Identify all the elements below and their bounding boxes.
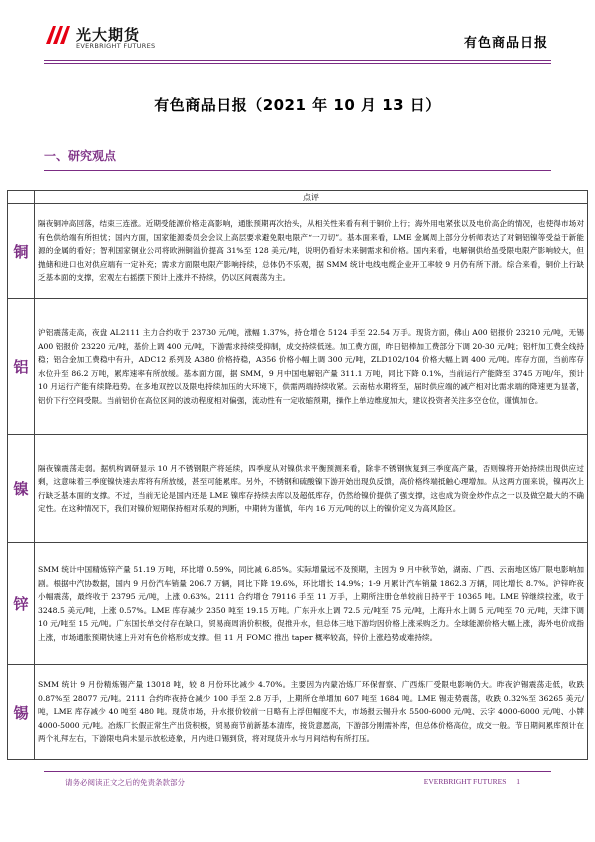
table-row-zinc — [8, 543, 588, 665]
page-number: 1 — [516, 777, 520, 786]
table-row-copper — [8, 204, 588, 299]
footer-company: EVERBRIGHT FUTURES — [423, 777, 507, 786]
table-row-aluminium — [8, 299, 588, 435]
table-header-blank — [8, 191, 35, 204]
metal-label-zinc: 锌 — [8, 543, 35, 665]
review-table — [7, 190, 588, 760]
footer-disclaimer: 请务必阅读正文之后的免责条款部分 — [65, 778, 185, 787]
logo-english-name: EVERBRIGHT FUTURES — [76, 42, 156, 50]
commentary-tin: SMM 统计 9 月份精炼锡产量 13018 吨，较 8 月份环比减少 4.70%。主要因为内蒙冶炼厂环保督察、广西炼厂受限电影响仍大。昨夜沪锡震荡走低，收跌 0.87%至 28077 元/吨。2111 合约昨夜持仓减少 100 手至 2.8 万手，上期所仓单增加 607 吨至 1684 吨。LME 锡走势震荡，收跌 0.32%至 36265 美元/吨，LME 库存减少 40 吨至 480 吨。现货市场，升水报价较前一日略有上浮但幅度不大，市场报云锡升水 5500-6000 元/吨、云字 4000-6000 元/吨、小牌 4000-5000 元/吨。冶炼厂长假正常生产出货积极，贸易商节前新基本清库，接货意愿高，下游部分刚需补库，但总体价格高位，成交一般。节日期间累库预计在两个礼拜左右，下游限电尚未显示放松迹象，月内进口锡到货，将对现货升水与月间结构有所打压。 — [35, 665, 588, 760]
everbright-logo-icon — [44, 24, 72, 46]
header-divider — [44, 60, 551, 61]
page-header — [0, 0, 595, 68]
logo-chinese-name: 光大期货 — [76, 26, 141, 44]
commentary-copper: 隔夜铜冲高回落，结束三连涨。近期受能源价格走高影响，通胀预期再次抬头，从相关性来看有利于铜价上行；海外用电紧张以及电价高企的情况，也使得市场对有色供给端有所担忧；国内方面，国家能源委员会会议上高层要求避免限电限产“一刀切”。基本面来看，LME 金属周上部分分析师表达了对铜铝镍等受益于新能源的金属的看好；智利国家铜业公司将欧洲铜溢价提高 31%至 128 美元/吨，说明仍看好未来铜需求和价格。国内来看，电解铜供给虽受限电限产影响较大，但抛储和进口也对供应端有一定补充；需求方面限电限产影响持续，总体仍不乐观，据 SMM 统计电线电缆企业开工率较 9 月仍有所下滑。综合来看，铜价上行缺乏基本面的支撑，宏观左右摇摆下预计上涨并不持续，仍以区间震荡为主。 — [35, 204, 588, 299]
table-header-comment: 点评 — [35, 191, 588, 204]
table-header-row — [8, 191, 588, 204]
table-row-tin — [8, 665, 588, 760]
commentary-aluminium: 沪铝震荡走高，夜盘 AL2111 主力合约收于 23730 元/吨，涨幅 1.37%，持仓增仓 5124 手至 22.54 万手。现货方面，佛山 A00 铝报价 23210 元/吨，无锡 A00 铝报价 23220 元/吨，基价上调 400 元/吨，下游需求持续受抑制，成交持续低迷。加工费方面，昨日铝棒加工费部分下调 20-30 元/吨；铝杆加工费全线持稳；铝合金加工费稳中有升，ADC12 系列及 A380 价格持稳，A356 价格小幅上调 300 元/吨，ZLD102/104 价格大幅上调 400 元/吨。库存方面，当前库存水位升至 86.2 万吨，累库速率有所放缓。基本面方面，据 SMM，9 月中国电解铝产量 311.1 万吨，同比下降 0.1%，当前运行产能降至 3745 万吨/年，预计 10 月运行产能有续降趋势。在多地双控以及限电持续加压的大环境下，供需两端持续收紧。云南枯水期将至，届时供应端的减产相对比需求端的降速更为显著，铝价下行空间受限。当前铝价在高位区间的波动程度相对偏强，流动性有一定收缩预期，操作上单边维度加大，建议投资者关注多空仓位，谨慎加仓。 — [35, 299, 588, 435]
section-heading: 一、研究观点 — [44, 149, 117, 163]
table-row-nickel — [8, 435, 588, 543]
section-divider — [44, 170, 551, 171]
document-title: 有色商品日报（2021 年 10 月 13 日） — [154, 96, 441, 114]
metal-label-tin: 锡 — [8, 665, 35, 760]
metal-label-nickel: 镍 — [8, 435, 35, 543]
metal-label-copper: 铜 — [8, 204, 35, 299]
footer-divider — [44, 771, 551, 772]
metal-label-aluminium: 铝 — [8, 299, 35, 435]
commentary-nickel: 隔夜镍震荡走弱。据机构调研显示 10 月不锈钢限产将延续，四季度从对镍供求平衡预测来看，除非不锈钢恢复到三季度高产量，否则镍将开始持续出现供应过剩，这意味着三季度镍快速去库将有所放缓，甚至可能累库。另外，不锈钢和硫酸镍下游开始出现负反馈，高价格终端抵触心理增加。从这两方面来说，镍再次上行缺乏基本面的支撑。不过，当前无论是国内还是 LME 镍库存持续去库以及超低库存，仍然给镍价提供了强支撑，这也成为资金炒作点之一以及做空最大的不确定性。在这种情况下，我们对镍价短期保持相对乐观的判断，中期转为谨慎，年内 16 万元/吨的以上的镍价定义为高风险区。 — [35, 435, 588, 543]
report-name: 有色商品日报 — [463, 36, 548, 51]
footer-company-page — [424, 777, 520, 786]
commentary-zinc: SMM 统计中国精炼锌产量 51.19 万吨，环比增 0.59%，同比减 6.85%。实际增量远不及预期，主因为 9 月中秋节始，湖南、广西、云南地区炼厂限电影响加剧。根据中汽协数据，国内 9 月份汽车销量 206.7 万辆，同比下降 19.6%，环比增长 14.9%；1-9 月累计汽车销量 1862.3 万辆，同比增长 8.7%。沪锌昨夜小幅震荡，最终收于 23795 元/吨，上涨 0.63%。2111 合约增仓 79116 手至 11 万手，上期所注册仓单较前日持平于 10365 吨。LME 锌继续拉涨，收于 3248.5 美元/吨，上涨 0.57%。LME 库存减少 2350 吨至 19.15 万吨。广东升水上调 72.5 元/吨至 75 元/吨，上海升水上调 5 元/吨至 70 元/吨，天津下调 10 元/吨至 15 元/吨。广东国长单交付存在缺口，贸易商周消价积极，促推升水，但总体三地下游均因价格上涨采购乏力。全球能源价格大幅上涨，海外电价成指上涨，市场通胀预期快速上升对有色价格形成支撑。但 11 月 FOMC 推出 taper 概率较高，锌价上涨趋势或难持续。 — [35, 543, 588, 665]
header-divider-thin — [44, 63, 551, 64]
